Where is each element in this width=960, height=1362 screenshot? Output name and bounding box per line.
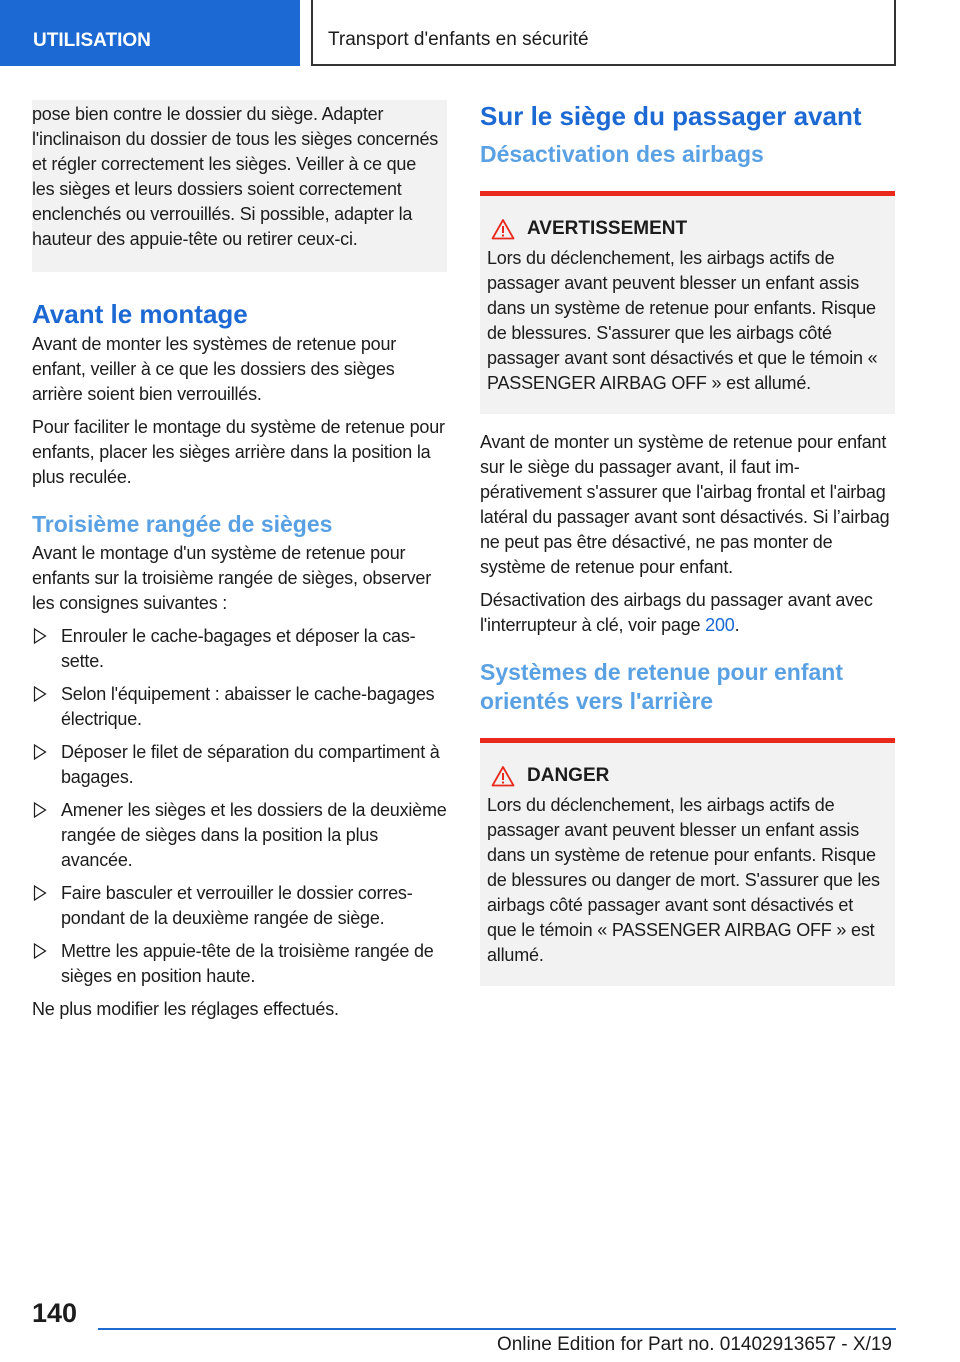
warning-box [480,191,895,414]
left-column [32,100,447,1030]
continued-note-box [32,100,447,272]
warning-triangle-icon [491,218,515,240]
footer-divider [98,1328,896,1330]
heading-desactivation-airbags: Désactivation des airbags [480,141,764,167]
edition-note: Online Edition for Part no. 01402913657 - X/19 [496,1334,892,1355]
list-item [32,939,447,989]
list-item-text: Déposer le filet de séparation du compartiment à bagages. [61,742,440,787]
triangle-right-icon [33,884,47,902]
list-item-text: Faire basculer et verrouiller le dossier correspondant de la deuxième rangée de siège. [61,883,413,928]
paragraph: Avant le montage d'un système de retenue pour enfants sur la troisième rangée de sièges, observer les consignes suivantes : [32,543,432,613]
list-item-text: Selon l'équipement : abaisser le cache-bagages électrique. [61,684,435,729]
heading-troisieme-rangee: Troisième rangée de sièges [32,511,333,537]
paragraph: Ne plus modifier les réglages effectués. [32,999,339,1019]
warning-title [487,218,887,240]
section-tab: UTILISATION [0,0,300,66]
page-reference-link[interactable]: 200 [705,615,735,635]
list-item [32,881,447,931]
danger-text: Lors du déclenchement, les airbags actifs de passager avant peuvent blesser un enfant assis dans un système de retenue pour enfants. Risque de blessures ou danger de mort. S'assurer que les airbags côté passager avant sont désactivés et que le témoin « PASSENGER AIRBAG OFF » est allumé. [487,795,880,965]
heading-siege-passager-avant: Sur le siège du passager avant [480,101,862,131]
paragraph-with-link [480,588,895,638]
warning-triangle-icon [491,765,515,787]
paragraph: Avant de monter les systèmes de retenue pour enfant, veiller à ce que les dossiers des sièges arrière soient bien verrouillés. [32,334,397,404]
continued-note-text: pose bien contre le dossier du siège. Adapter l'inclinaison du dossier de tous les sièges concernés et régler correctement les sièges. Veiller à ce que les sièges et leurs dossiers soient correctement enclenchés ou verrouillés. Si possible, adapter la hauteur des appuie-tête ou retirer ceux-ci. [32,104,439,249]
list-item [32,798,447,873]
danger-title-text: DANGER [527,765,610,786]
danger-box [480,738,895,986]
list-item [32,740,447,790]
instruction-list [32,624,447,989]
chapter-title: Transport d'enfants en sécurité [311,0,896,66]
paragraph: Avant de monter un système de retenue pour enfant sur le siège du passager avant, il faut impérativement s'assurer que l'airbag frontal et l'airbag latéral du passager avant sont désactivés. Si l’airbag ne peut pas être désactivé, ne pas monter de système de retenue pour enfant. [480,432,890,577]
triangle-right-icon [33,801,47,819]
list-item [32,682,447,732]
paragraph-text: Désactivation des airbags du passager avant avec l'interrupteur à clé, voir page [480,590,873,635]
page-header [0,0,960,66]
warning-title-text: AVERTISSEMENT [527,218,688,239]
list-item-text: Enrouler le cache-bagages et déposer la cassette. [61,626,416,671]
paragraph-text-end: . [734,615,740,635]
triangle-right-icon [33,627,47,645]
heading-retenue-arriere: Systèmes de retenue pour enfant orientés vers l'arrière [480,659,843,714]
triangle-right-icon [33,942,47,960]
list-item-text: Mettre les appuie-tête de la troisième rangée de sièges en position haute. [61,941,434,986]
list-item [32,624,447,674]
danger-title [487,765,887,787]
paragraph: Pour faciliter le montage du système de retenue pour enfants, placer les sièges arrière dans la position la plus reculée. [32,417,445,487]
list-item-text: Amener les sièges et les dossiers de la deuxième rangée de sièges dans la position la plus avancée. [61,800,447,870]
warning-text: Lors du déclenchement, les airbags actifs de passager avant peuvent blesser un enfant assis dans un système de retenue pour enfants. Risque de blessures. S'assurer que les airbags côté passager avant sont désactivés et que le témoin « PASSENGER AIRBAG OFF » est allumé. [487,248,878,393]
triangle-right-icon [33,743,47,761]
right-column [480,100,895,1002]
page-number: 140 [32,1298,78,1328]
triangle-right-icon [33,685,47,703]
heading-avant-le-montage: Avant le montage [32,299,248,329]
